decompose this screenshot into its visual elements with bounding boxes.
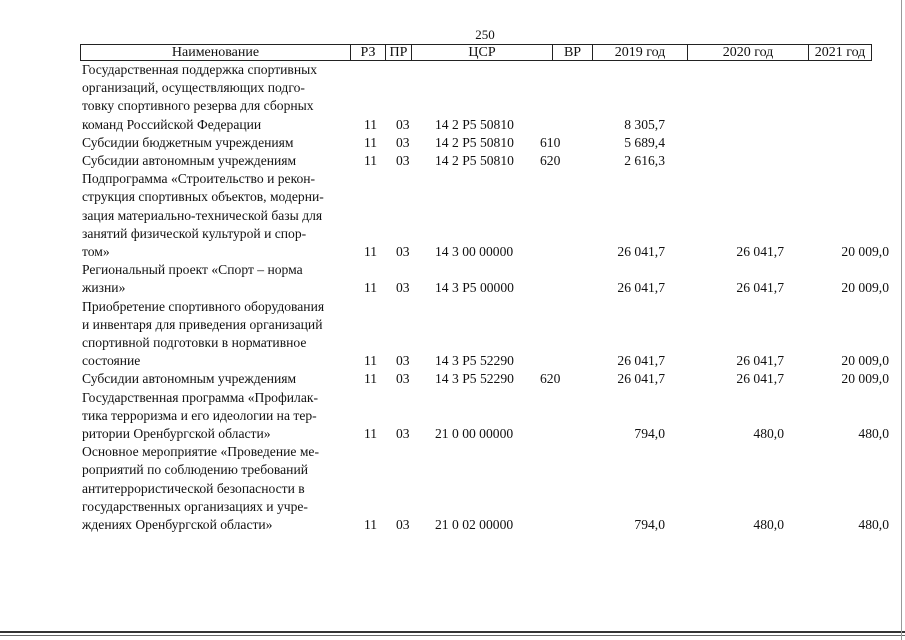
table-row bbox=[80, 370, 889, 388]
row-2019: 794,0 bbox=[634, 426, 665, 442]
header-vr: ВР bbox=[553, 45, 593, 60]
row-name: Субсидии автономным учреждениям bbox=[82, 371, 297, 387]
row-2021: 480,0 bbox=[858, 426, 889, 442]
header-name: Наименование bbox=[81, 45, 351, 60]
row-2020: 26 041,7 bbox=[736, 280, 784, 296]
row-2021: 480,0 bbox=[858, 517, 889, 533]
row-2019: 26 041,7 bbox=[617, 280, 665, 296]
row-name: Государственная поддержка спортивных организаций, осуществляющих подго- товку спортивного резерва для сборных команд Российской Федерации bbox=[82, 62, 318, 132]
page-right-edge bbox=[901, 0, 902, 640]
row-rz: 11 bbox=[364, 426, 378, 442]
page-number: 250 bbox=[475, 27, 495, 42]
row-2020: 26 041,7 bbox=[736, 371, 784, 387]
row-2019: 2 616,3 bbox=[624, 153, 665, 169]
row-name: Субсидии бюджетным учреждениям bbox=[82, 134, 294, 150]
header-pr: ПР bbox=[386, 45, 412, 60]
row-vr: 620 bbox=[540, 371, 561, 387]
row-vr: 620 bbox=[540, 153, 561, 169]
row-name: Приобретение спортивного оборудования и инвентаря для приведения организаций спортивной подготовки в нормативное состояние bbox=[82, 298, 325, 369]
row-2019: 8 305,7 bbox=[624, 116, 665, 132]
page-bottom-rule bbox=[0, 631, 905, 633]
row-rz: 11 bbox=[364, 244, 378, 260]
table-row bbox=[80, 134, 872, 152]
row-rz: 11 bbox=[364, 353, 378, 369]
row-pr: 03 bbox=[396, 244, 410, 260]
row-name: Подпрограмма «Строительство и рекон- струкция спортивных объектов, модерни- зация материально-технической базы для занятий физической культурой и спор- том» bbox=[82, 171, 324, 260]
page-bottom-rule-thin bbox=[0, 635, 905, 636]
row-csr: 14 3 Р5 52290 bbox=[435, 353, 514, 369]
table-row bbox=[80, 261, 889, 297]
table-header bbox=[80, 44, 872, 61]
header-2020: 2020 год bbox=[688, 45, 809, 60]
row-2019: 794,0 bbox=[634, 517, 665, 533]
row-pr: 03 bbox=[396, 353, 410, 369]
row-pr: 03 bbox=[396, 116, 410, 132]
row-pr: 03 bbox=[396, 134, 410, 150]
header-2021: 2021 год bbox=[814, 45, 866, 60]
row-2020: 480,0 bbox=[753, 517, 784, 533]
row-name: Региональный проект «Спорт – норма жизни» bbox=[82, 262, 303, 296]
row-pr: 03 bbox=[396, 153, 410, 169]
row-name: Субсидии автономным учреждениям bbox=[82, 153, 297, 169]
row-2021: 20 009,0 bbox=[841, 371, 889, 387]
row-csr: 21 0 00 00000 bbox=[435, 426, 514, 442]
row-csr: 21 0 02 00000 bbox=[435, 517, 514, 533]
table-row bbox=[80, 152, 872, 170]
table-row bbox=[80, 298, 889, 371]
row-rz: 11 bbox=[364, 116, 378, 132]
row-name: Основное мероприятие «Проведение ме- роприятий по соблюдению требований антитеррористической безопасности в государственных организациях и учре- ждениях Оренбургской области» bbox=[82, 444, 319, 533]
table-row bbox=[80, 61, 872, 134]
row-vr: 610 bbox=[540, 134, 561, 150]
row-pr: 03 bbox=[396, 371, 410, 387]
header-2019: 2019 год bbox=[593, 45, 688, 60]
table-row bbox=[80, 170, 889, 261]
row-rz: 11 bbox=[364, 517, 378, 533]
table-row bbox=[80, 443, 889, 534]
table-body bbox=[80, 61, 889, 534]
row-name: Государственная программа «Профилак- тика терроризма и его идеологии на тер- ритории Оренбургской области» bbox=[82, 389, 318, 442]
row-pr: 03 bbox=[396, 517, 410, 533]
row-2020: 26 041,7 bbox=[736, 353, 784, 369]
row-csr: 14 2 Р5 50810 bbox=[435, 134, 514, 150]
row-csr: 14 3 Р5 52290 bbox=[435, 371, 514, 387]
row-rz: 11 bbox=[364, 371, 378, 387]
row-2019: 26 041,7 bbox=[617, 244, 665, 260]
row-2019: 26 041,7 bbox=[617, 353, 665, 369]
row-csr: 14 2 Р5 50810 bbox=[435, 153, 514, 169]
budget-table bbox=[80, 44, 889, 534]
row-rz: 11 bbox=[364, 280, 378, 296]
row-pr: 03 bbox=[396, 426, 410, 442]
table-row bbox=[80, 389, 889, 444]
row-csr: 14 3 00 00000 bbox=[435, 244, 514, 260]
row-2019: 5 689,4 bbox=[624, 134, 665, 150]
row-csr: 14 2 Р5 50810 bbox=[435, 116, 514, 132]
row-2021: 20 009,0 bbox=[841, 280, 889, 296]
header-rz: РЗ bbox=[351, 45, 386, 60]
row-rz: 11 bbox=[364, 134, 378, 150]
row-2020: 480,0 bbox=[753, 426, 784, 442]
row-2021: 20 009,0 bbox=[841, 353, 889, 369]
row-pr: 03 bbox=[396, 280, 410, 296]
row-csr: 14 3 Р5 00000 bbox=[435, 280, 514, 296]
row-2020: 26 041,7 bbox=[736, 244, 784, 260]
row-2019: 26 041,7 bbox=[617, 371, 665, 387]
header-csr: ЦСР bbox=[412, 45, 553, 60]
row-rz: 11 bbox=[364, 153, 378, 169]
row-2021: 20 009,0 bbox=[841, 244, 889, 260]
